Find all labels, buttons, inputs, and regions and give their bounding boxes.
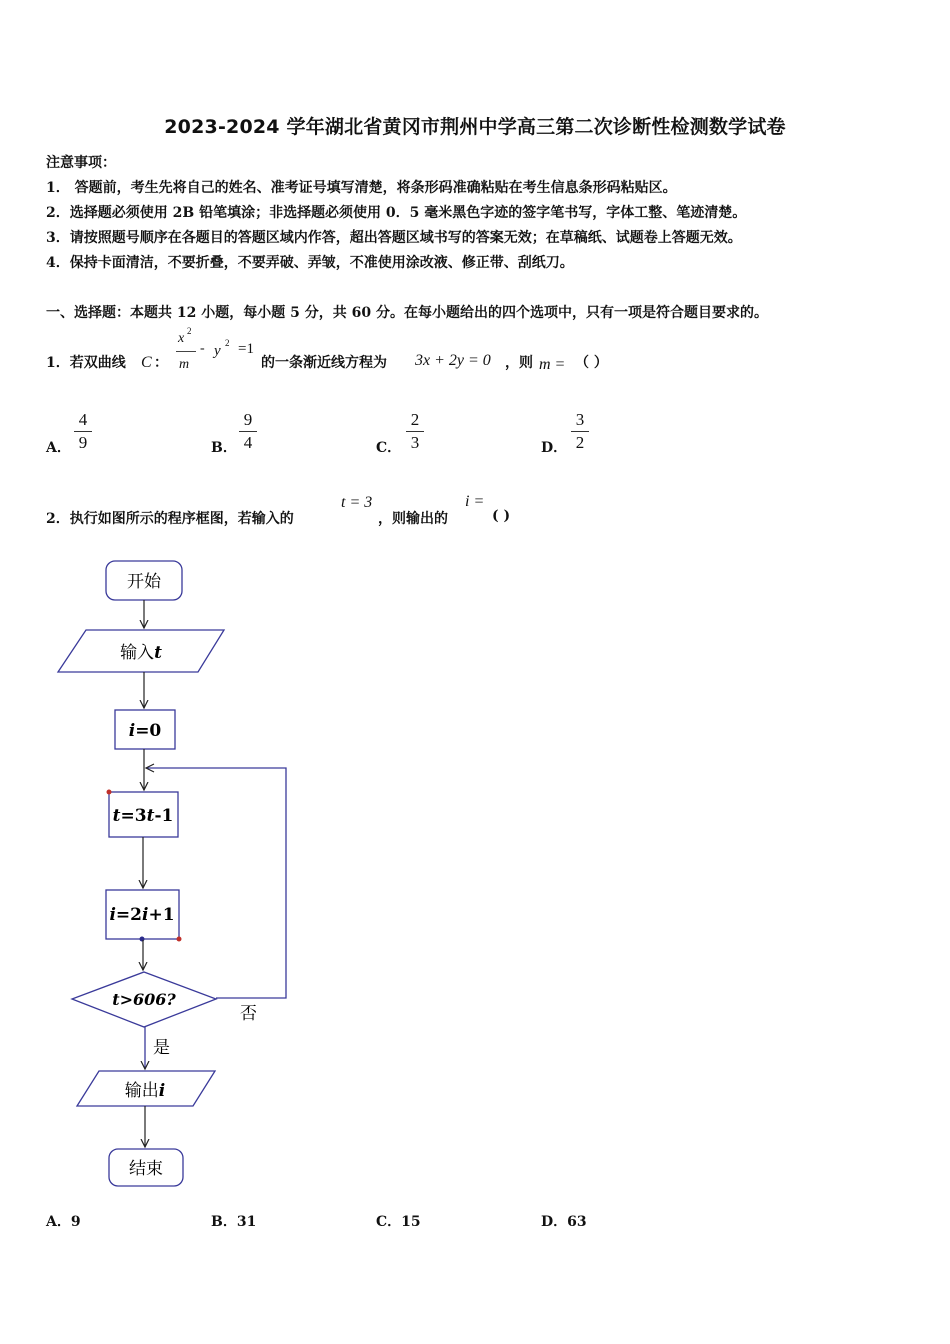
q1-option-b-value: 9 4 bbox=[239, 410, 257, 453]
q1-option-a-label: A． bbox=[46, 440, 71, 456]
flow-output-label: 输出i bbox=[124, 1081, 166, 1101]
q1-option-d-label: D． bbox=[541, 440, 568, 456]
q2-paren: ( ) bbox=[492, 508, 511, 524]
q1-eq-rhs: =1 bbox=[238, 341, 254, 357]
handle-dot bbox=[107, 790, 112, 795]
notice-item: 2．选择题必须使用 2B 铅笔填涂；非选择题必须使用 0．5 毫米黑色字迹的签字笔书写，字体工整、笔迹清楚。 bbox=[46, 205, 747, 221]
page-title: 2023-2024 学年湖北省黄冈市荆州中学高三第二次诊断性检测数学试卷 bbox=[164, 116, 786, 138]
q1-eq-ysup: 2 bbox=[225, 338, 230, 348]
q1-option-d-value: 3 2 bbox=[571, 410, 589, 453]
q1-m: m = bbox=[539, 356, 566, 373]
flow-end-label: 结束 bbox=[129, 1159, 163, 1179]
q2-prefix: 2．执行如图所示的程序框图，若输入的 bbox=[46, 511, 294, 527]
q1-eq-den: m bbox=[179, 357, 190, 372]
q2-output: i = bbox=[465, 493, 485, 510]
q1-asymptote: 3x + 2y = 0 bbox=[415, 352, 491, 369]
q1-eq-num: x bbox=[178, 331, 185, 346]
q1-prefix: 1．若双曲线 bbox=[46, 355, 126, 371]
notice-item: 1． 答题前，考生先将自己的姓名、准考证号填写清楚，将条形码准确粘贴在考生信息条形码粘贴区。 bbox=[46, 180, 677, 196]
section-heading: 一、选择题：本题共 12 小题，每小题 5 分，共 60 分。在每小题给出的四个选项中，只有一项是符合题目要求的。 bbox=[46, 305, 768, 321]
notice-item: 4．保持卡面清洁，不要折叠，不要弄破、弄皱，不准使用涂改液、修正带、刮纸刀。 bbox=[46, 255, 574, 271]
q1-mid: 的一条渐近线方程为 bbox=[261, 355, 387, 371]
flow-step2-label: i=2i+1 bbox=[109, 905, 175, 925]
q1-option-c-value: 2 3 bbox=[406, 410, 424, 453]
notice-heading: 注意事项： bbox=[46, 155, 116, 171]
q2-option-c: C．15 bbox=[376, 1214, 421, 1230]
q2-option-d: D．63 bbox=[541, 1214, 587, 1230]
q2-mid: ，则输出的 bbox=[378, 511, 448, 527]
flow-yes-label: 是 bbox=[153, 1038, 170, 1058]
handle-dot bbox=[177, 937, 182, 942]
q1-eq-minus: - bbox=[200, 341, 205, 356]
handle-dot bbox=[140, 937, 145, 942]
q2-option-a: A．9 bbox=[46, 1214, 81, 1230]
flow-condition-label: t>606? bbox=[112, 990, 176, 1009]
flow-no-label: 否 bbox=[240, 1004, 257, 1024]
flow-init-label: i=0 bbox=[128, 721, 162, 741]
q1-option-a-value: 4 9 bbox=[74, 410, 92, 453]
flow-start-label: 开始 bbox=[127, 572, 161, 592]
q1-eq-sup: 2 bbox=[187, 326, 192, 336]
q1-colon: ： bbox=[154, 355, 168, 371]
q1-paren: （ ） bbox=[575, 355, 608, 371]
flow-input-label: 输入t bbox=[120, 643, 162, 663]
q1-curve: C bbox=[141, 354, 152, 371]
notice-item: 3．请按照题号顺序在各题目的答题区域内作答，超出答题区域书写的答案无效；在草稿纸、试题卷上答题无效。 bbox=[46, 230, 742, 246]
q2-option-b: B．31 bbox=[211, 1214, 257, 1230]
q1-option-c-label: C． bbox=[376, 440, 402, 456]
q2-input: t = 3 bbox=[341, 494, 373, 511]
q1-option-b-label: B． bbox=[211, 440, 237, 456]
flow-step1-label: t=3t-1 bbox=[112, 806, 174, 826]
q1-eq-y: y bbox=[214, 343, 221, 359]
q1-then: ，则 bbox=[505, 355, 533, 371]
